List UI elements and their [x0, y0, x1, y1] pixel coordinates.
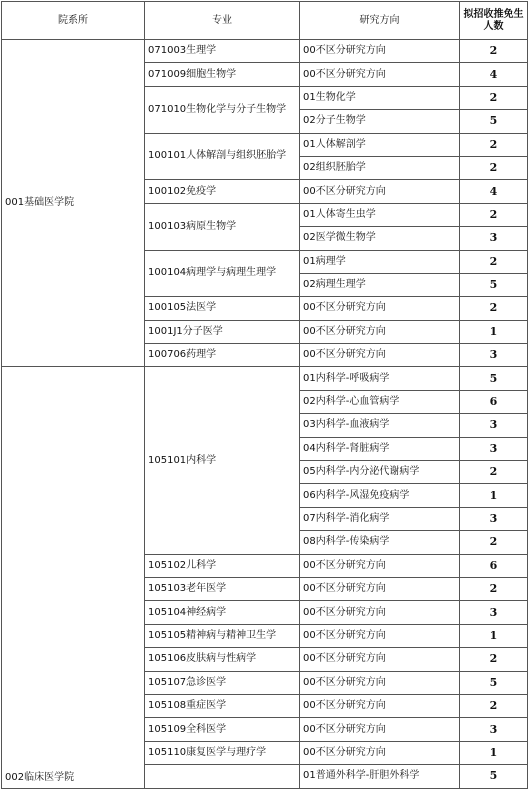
- quota-cell: 3: [460, 507, 528, 530]
- header-department: 院系所: [2, 2, 145, 40]
- major-cell: 071009细胞生物学: [145, 63, 300, 86]
- major-cell: 071003生理学: [145, 40, 300, 63]
- major-cell: 105105精神病与精神卫生学: [145, 624, 300, 647]
- quota-cell: 5: [460, 273, 528, 296]
- quota-cell: 2: [460, 648, 528, 671]
- quota-cell: 5: [460, 765, 528, 788]
- quota-cell: 3: [460, 414, 528, 437]
- quota-cell: 2: [460, 86, 528, 109]
- table-header-row: [2, 2, 528, 40]
- table-row: [2, 40, 528, 63]
- quota-cell: 6: [460, 390, 528, 413]
- major-cell: 100104病理学与病理生理学: [145, 250, 300, 297]
- table-row: [2, 367, 528, 390]
- direction-cell: 00不区分研究方向: [300, 344, 460, 367]
- major-cell: 105104神经病学: [145, 601, 300, 624]
- quota-cell: 4: [460, 180, 528, 203]
- direction-cell: 00不区分研究方向: [300, 320, 460, 343]
- quota-cell: 2: [460, 577, 528, 600]
- header-major: 专业: [145, 2, 300, 40]
- table-body: [2, 40, 528, 789]
- quota-cell: 5: [460, 367, 528, 390]
- direction-cell: 07内科学-消化病学: [300, 507, 460, 530]
- direction-cell: 03内科学-血液病学: [300, 414, 460, 437]
- direction-cell: 00不区分研究方向: [300, 297, 460, 320]
- quota-cell: 2: [460, 133, 528, 156]
- direction-cell: 00不区分研究方向: [300, 648, 460, 671]
- quota-cell: 3: [460, 227, 528, 250]
- major-cell: 100103病原生物学: [145, 203, 300, 250]
- quota-cell: 2: [460, 297, 528, 320]
- direction-cell: 00不区分研究方向: [300, 718, 460, 741]
- major-cell: 105107急诊医学: [145, 671, 300, 694]
- direction-cell: 04内科学-肾脏病学: [300, 437, 460, 460]
- direction-cell: 00不区分研究方向: [300, 577, 460, 600]
- major-cell: 105103老年医学: [145, 577, 300, 600]
- quota-cell: 3: [460, 344, 528, 367]
- major-cell: 100101人体解剖与组织胚胎学: [145, 133, 300, 180]
- direction-cell: 02分子生物学: [300, 110, 460, 133]
- major-cell: 100102免疫学: [145, 180, 300, 203]
- direction-cell: 00不区分研究方向: [300, 554, 460, 577]
- direction-cell: 02内科学-心血管病学: [300, 390, 460, 413]
- direction-cell: 00不区分研究方向: [300, 180, 460, 203]
- major-cell: 100706药理学: [145, 344, 300, 367]
- quota-cell: 2: [460, 531, 528, 554]
- quota-cell: 3: [460, 437, 528, 460]
- direction-cell: 02组织胚胎学: [300, 156, 460, 179]
- direction-cell: 01内科学-呼吸病学: [300, 367, 460, 390]
- direction-cell: 01生物化学: [300, 86, 460, 109]
- quota-cell: 2: [460, 694, 528, 717]
- direction-cell: 00不区分研究方向: [300, 671, 460, 694]
- direction-cell: 00不区分研究方向: [300, 601, 460, 624]
- quota-cell: 5: [460, 671, 528, 694]
- quota-cell: 1: [460, 484, 528, 507]
- direction-cell: 00不区分研究方向: [300, 624, 460, 647]
- direction-cell: 01普通外科学-肝胆外科学: [300, 765, 460, 788]
- direction-cell: 01人体寄生虫学: [300, 203, 460, 226]
- direction-cell: 01病理学: [300, 250, 460, 273]
- major-cell: 105109全科医学: [145, 718, 300, 741]
- major-cell: 1001J1分子医学: [145, 320, 300, 343]
- header-direction: 研究方向: [300, 2, 460, 40]
- direction-cell: 02医学微生物学: [300, 227, 460, 250]
- header-quota: 拟招收推免生人数: [460, 2, 528, 40]
- direction-cell: 01人体解剖学: [300, 133, 460, 156]
- direction-cell: 00不区分研究方向: [300, 694, 460, 717]
- quota-cell: 2: [460, 156, 528, 179]
- major-cell: 071010生物化学与分子生物学: [145, 86, 300, 133]
- quota-cell: 5: [460, 110, 528, 133]
- major-cell: 105102儿科学: [145, 554, 300, 577]
- quota-cell: 2: [460, 250, 528, 273]
- direction-cell: 05内科学-内分泌代谢病学: [300, 461, 460, 484]
- department-cell: 002临床医学院: [2, 367, 145, 788]
- quota-cell: 2: [460, 461, 528, 484]
- direction-cell: 06内科学-风湿免疫病学: [300, 484, 460, 507]
- major-cell: 105110康复医学与理疗学: [145, 741, 300, 764]
- direction-cell: 02病理生理学: [300, 273, 460, 296]
- quota-cell: 2: [460, 40, 528, 63]
- department-cell: 001基础医学院: [2, 40, 145, 367]
- direction-cell: 00不区分研究方向: [300, 741, 460, 764]
- quota-cell: 1: [460, 624, 528, 647]
- major-cell: [145, 765, 300, 788]
- enrollment-table: [1, 1, 528, 789]
- quota-cell: 3: [460, 718, 528, 741]
- quota-cell: 4: [460, 63, 528, 86]
- major-cell: 105106皮肤病与性病学: [145, 648, 300, 671]
- quota-cell: 2: [460, 203, 528, 226]
- direction-cell: 00不区分研究方向: [300, 40, 460, 63]
- major-cell: 100105法医学: [145, 297, 300, 320]
- direction-cell: 00不区分研究方向: [300, 63, 460, 86]
- quota-cell: 1: [460, 741, 528, 764]
- quota-cell: 3: [460, 601, 528, 624]
- direction-cell: 08内科学-传染病学: [300, 531, 460, 554]
- quota-cell: 1: [460, 320, 528, 343]
- quota-cell: 6: [460, 554, 528, 577]
- major-cell: 105108重症医学: [145, 694, 300, 717]
- major-cell: 105101内科学: [145, 367, 300, 554]
